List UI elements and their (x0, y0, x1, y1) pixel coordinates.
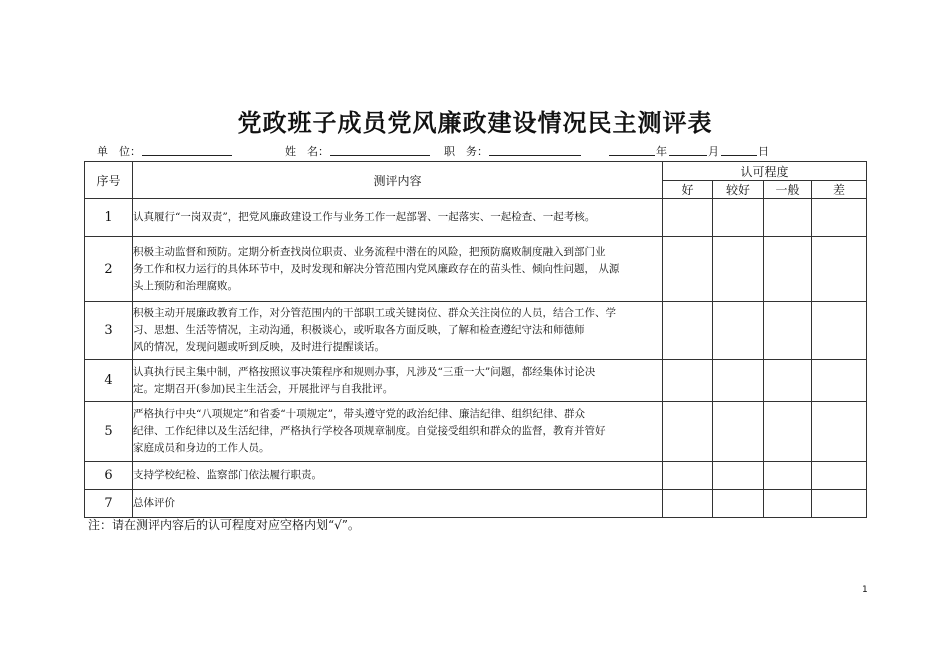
row-number: 5 (85, 402, 133, 462)
content-header: 测评内容 (133, 162, 663, 199)
row-number: 1 (85, 199, 133, 237)
rating-average-header: 一般 (764, 181, 812, 199)
evaluation-table (84, 161, 867, 518)
rating-cell-good[interactable] (663, 360, 713, 402)
rating-cell-average[interactable] (764, 462, 812, 490)
year-label: 年 (656, 145, 667, 158)
rating-cell-good[interactable] (663, 237, 713, 302)
unit-label: 单 位： (97, 145, 141, 158)
rating-cell-good[interactable] (663, 462, 713, 490)
rating-poor-header: 差 (812, 181, 867, 199)
rating-cell-poor[interactable] (812, 237, 867, 302)
rating-cell-fairly-good[interactable] (713, 302, 764, 360)
footnote: 注：请在测评内容后的认可程度对应空格内划“√”。 (88, 518, 360, 532)
row-number: 4 (85, 360, 133, 402)
row-content: 总体评价 (133, 490, 663, 518)
year-field[interactable] (609, 155, 655, 156)
rating-cell-poor[interactable] (812, 402, 867, 462)
rating-cell-fairly-good[interactable] (713, 402, 764, 462)
rating-good-header: 好 (663, 181, 713, 199)
row-content: 支持学校纪检、监察部门依法履行职责。 (133, 462, 663, 490)
page-number: 1 (862, 585, 868, 595)
rating-cell-average[interactable] (764, 490, 812, 518)
rating-cell-fairly-good[interactable] (713, 237, 764, 302)
rating-cell-fairly-good[interactable] (713, 199, 764, 237)
month-field[interactable] (669, 155, 707, 156)
table-row (85, 360, 867, 402)
row-number: 2 (85, 237, 133, 302)
table-row (85, 402, 867, 462)
rating-cell-fairly-good[interactable] (713, 360, 764, 402)
rating-cell-good[interactable] (663, 199, 713, 237)
rating-cell-average[interactable] (764, 199, 812, 237)
rating-cell-average[interactable] (764, 237, 812, 302)
page-title: 党政班子成员党风廉政建设情况民主测评表 (237, 109, 713, 137)
rating-cell-good[interactable] (663, 402, 713, 462)
rating-cell-good[interactable] (663, 490, 713, 518)
row-number: 6 (85, 462, 133, 490)
rating-cell-poor[interactable] (812, 302, 867, 360)
day-label: 日 (758, 145, 769, 158)
table-row (85, 237, 867, 302)
table-row (85, 462, 867, 490)
position-label: 职 务： (444, 145, 488, 158)
rating-cell-fairly-good[interactable] (713, 490, 764, 518)
rating-cell-average[interactable] (764, 360, 812, 402)
name-field[interactable] (330, 155, 430, 156)
rating-cell-average[interactable] (764, 402, 812, 462)
rating-header: 认可程度 (663, 162, 867, 181)
rating-cell-poor[interactable] (812, 490, 867, 518)
row-content: 认真执行民主集中制，严格按照议事决策程序和规则办事，凡涉及“三重一大”问题，都经集体讨论决 定。定期召开(参加)民主生活会，开展批评与自我批评。 (133, 360, 663, 402)
form-header (0, 143, 950, 157)
rating-fairly-good-header: 较好 (713, 181, 764, 199)
rating-cell-poor[interactable] (812, 360, 867, 402)
row-content: 严格执行中央“八项规定”和省委“十项规定”，带头遵守党的政治纪律、廉洁纪律、组织纪律、群众 纪律、工作纪律以及生活纪律，严格执行学校各项规章制度。自觉接受组织和群众的监督，教育并管好 家庭成员和身边的工作人员。 (133, 402, 663, 462)
name-label: 姓 名： (285, 145, 329, 158)
row-number: 3 (85, 302, 133, 360)
rating-cell-fairly-good[interactable] (713, 462, 764, 490)
table-row (85, 302, 867, 360)
rating-cell-average[interactable] (764, 302, 812, 360)
row-number: 7 (85, 490, 133, 518)
day-field[interactable] (721, 155, 757, 156)
table-row (85, 199, 867, 237)
unit-field[interactable] (142, 155, 232, 156)
rating-cell-poor[interactable] (812, 462, 867, 490)
table-row (85, 490, 867, 518)
month-label: 月 (708, 145, 719, 158)
rating-cell-poor[interactable] (812, 199, 867, 237)
rating-cell-good[interactable] (663, 302, 713, 360)
position-field[interactable] (489, 155, 581, 156)
row-content: 积极主动开展廉政教育工作，对分管范围内的干部职工或关键岗位、群众关注岗位的人员，结合工作、学 习、思想、生活等情况，主动沟通，积极谈心，或听取各方面反映，了解和检查遵纪守法和师德师 风的情况，发现问题或听到反映，及时进行提醒谈话。 (133, 302, 663, 360)
row-content: 积极主动监督和预防。定期分析查找岗位职责、业务流程中潜在的风险，把预防腐败制度融入到部门业 务工作和权力运行的具体环节中，及时发现和解决分管范围内党风廉政存在的苗头性、倾向性问题， 从源 头上预防和治理腐败。 (133, 237, 663, 302)
seq-header: 序号 (85, 162, 133, 199)
row-content: 认真履行“一岗双责”，把党风廉政建设工作与业务工作一起部署、一起落实、一起检查、一起考核。 (133, 199, 663, 237)
